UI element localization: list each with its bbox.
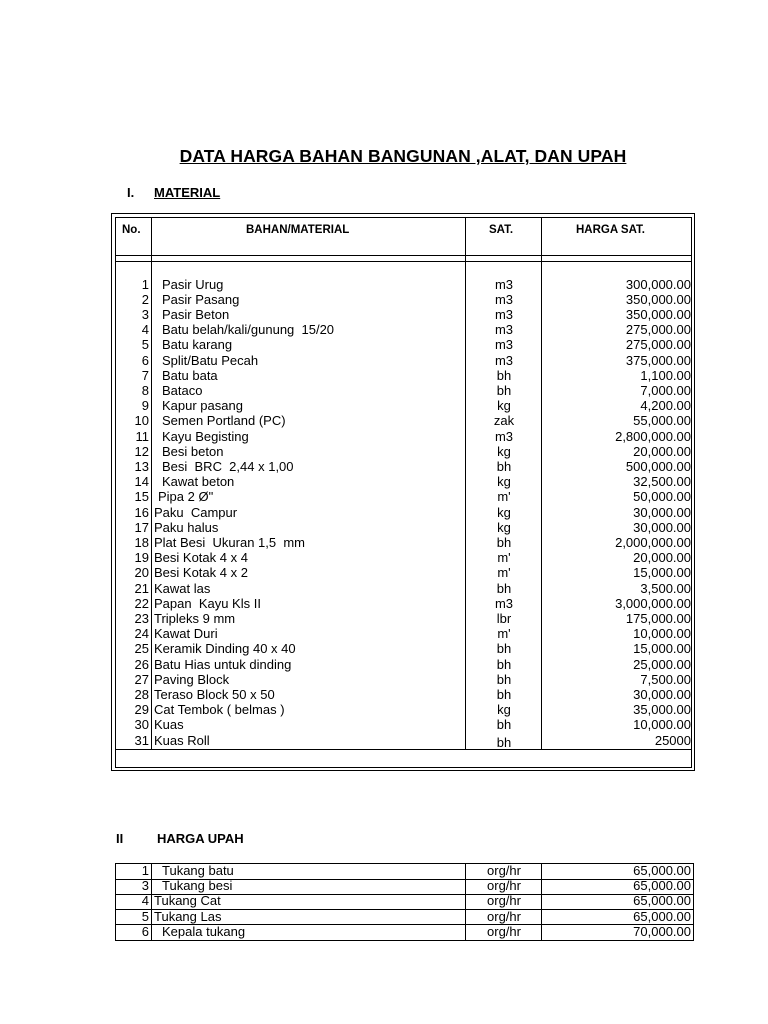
row-number: 26 [134, 656, 149, 672]
row-number: 22 [134, 595, 149, 611]
row-unit: m3 [494, 322, 514, 338]
row-number: 5 [141, 908, 149, 924]
row-price: 350,000.00 [625, 306, 691, 322]
table-row [0, 733, 768, 748]
table-row [0, 520, 768, 535]
row-price: 20,000.00 [633, 550, 691, 566]
row-unit: org/hr [487, 863, 521, 878]
row-material-name: Papan Kayu Kls II [154, 595, 261, 611]
row-wage-name: Tukang besi [162, 878, 233, 894]
table-row [0, 581, 768, 596]
row-price: 32,500.00 [633, 474, 691, 490]
table-row [0, 717, 768, 732]
row-number: 24 [134, 626, 149, 642]
table-row [0, 641, 768, 656]
row-number: 27 [134, 671, 149, 687]
row-number: 6 [141, 352, 149, 368]
table-row [0, 383, 768, 398]
row-unit: bh [496, 734, 512, 750]
table-row [0, 337, 768, 352]
row-material-name: Paving Block [154, 671, 230, 687]
header-sat: SAT. [489, 224, 514, 236]
table-row [0, 864, 768, 879]
table-row [0, 596, 768, 611]
row-material-name: Kawat beton [162, 474, 235, 490]
row-material-name: Tripleks 9 mm [154, 610, 236, 626]
row-material-name: Kapur pasang [162, 398, 243, 414]
document-title: DATA HARGA BAHAN BANGUNAN ,ALAT, DAN UPAH [179, 146, 627, 166]
row-number: 20 [134, 565, 149, 581]
row-unit: bh [496, 534, 512, 550]
material-table-header-divider-top [115, 255, 692, 256]
row-price: 500,000.00 [625, 458, 691, 474]
row-price: 20,000.00 [633, 443, 691, 459]
row-material-name: Pasir Urug [162, 276, 224, 292]
row-price: 10,000.00 [633, 717, 691, 733]
row-price: 30,000.00 [633, 686, 691, 702]
row-unit: org/hr [487, 893, 521, 909]
row-material-name: Batu belah/kali/gunung 15/20 [162, 322, 335, 338]
row-price: 55,000.00 [633, 413, 691, 429]
row-unit: kg [497, 474, 511, 490]
row-number: 3 [141, 306, 149, 322]
row-unit: m3 [494, 291, 514, 307]
row-wage-name: Tukang batu [162, 863, 234, 878]
row-price: 7,000.00 [640, 382, 691, 398]
row-unit: m3 [494, 306, 514, 322]
row-material-name: Kuas [154, 717, 184, 733]
table-row [0, 672, 768, 687]
row-price: 35,000.00 [633, 702, 691, 718]
row-price: 3,000,000.00 [615, 595, 691, 611]
row-price: 70,000.00 [633, 923, 691, 939]
table-row [0, 353, 768, 368]
row-number: 15 [134, 489, 149, 505]
table-row [0, 611, 768, 626]
row-unit: m3 [494, 428, 514, 444]
row-unit: org/hr [487, 908, 521, 924]
row-unit: m3 [494, 595, 514, 611]
row-unit: bh [496, 580, 512, 596]
row-unit: m' [497, 565, 511, 581]
row-price: 1,100.00 [640, 367, 691, 383]
header-harga: HARGA SAT. [576, 224, 645, 236]
row-material-name: Teraso Block 50 x 50 [154, 686, 275, 702]
row-price: 15,000.00 [633, 565, 691, 581]
row-price: 7,500.00 [640, 671, 691, 687]
row-material-name: Paku Campur [154, 504, 238, 520]
row-material-name: Bataco [162, 382, 203, 398]
header-material: BAHAN/MATERIAL [246, 224, 350, 236]
row-material-name: Besi BRC 2,44 x 1,00 [162, 458, 294, 474]
row-unit: m3 [494, 337, 514, 353]
table-row [0, 413, 768, 428]
row-number: 1 [141, 276, 149, 292]
row-number: 30 [134, 717, 149, 733]
row-price: 275,000.00 [625, 322, 691, 338]
table-row [0, 565, 768, 580]
section-upah-number: II [116, 831, 124, 846]
row-price: 300,000.00 [625, 276, 691, 292]
table-row [0, 657, 768, 672]
row-material-name: Kayu Begisting [162, 428, 249, 444]
row-number: 18 [134, 534, 149, 550]
row-number: 14 [134, 474, 149, 490]
row-material-name: Semen Portland (PC) [162, 413, 286, 429]
table-row [0, 489, 768, 504]
section-upah-title: HARGA UPAH [157, 831, 244, 846]
row-price: 350,000.00 [625, 291, 691, 307]
row-unit: m3 [494, 276, 514, 292]
table-row [0, 910, 768, 925]
row-unit: bh [496, 367, 512, 383]
row-number: 4 [141, 893, 149, 909]
row-unit: zak [493, 413, 515, 429]
row-material-name: Kawat Duri [154, 626, 218, 642]
table-row [0, 535, 768, 550]
row-unit: lbr [496, 610, 512, 626]
row-material-name: Keramik Dinding 40 x 40 [154, 641, 296, 657]
row-price: 175,000.00 [625, 610, 691, 626]
table-row [0, 687, 768, 702]
row-price: 65,000.00 [633, 893, 691, 909]
row-number: 5 [141, 337, 149, 353]
row-number: 3 [141, 878, 149, 894]
row-unit: bh [496, 671, 512, 687]
row-wage-name: Kepala tukang [162, 923, 246, 939]
row-unit: kg [497, 702, 511, 718]
row-price: 30,000.00 [633, 504, 691, 520]
table-row [0, 292, 768, 307]
row-price: 3,500.00 [640, 580, 691, 596]
table-row [0, 505, 768, 520]
row-number: 16 [134, 504, 149, 520]
row-material-name: Kuas Roll [154, 732, 210, 748]
row-number: 25 [134, 641, 149, 657]
row-unit: bh [496, 656, 512, 672]
row-material-name: Kawat las [154, 580, 211, 596]
row-material-name: Pasir Beton [162, 306, 230, 322]
table-row [0, 626, 768, 641]
row-unit: org/hr [487, 878, 521, 894]
row-number: 9 [141, 398, 149, 414]
row-material-name: Cat Tembok ( belmas ) [154, 702, 285, 718]
row-price: 10,000.00 [633, 626, 691, 642]
row-number: 10 [134, 413, 149, 429]
table-row [0, 550, 768, 565]
row-unit: bh [496, 458, 512, 474]
row-price: 65,000.00 [633, 878, 691, 894]
table-row [0, 702, 768, 717]
row-price: 25000 [654, 732, 691, 748]
table-row [0, 459, 768, 474]
row-number: 28 [134, 686, 149, 702]
row-unit: m' [497, 550, 511, 566]
row-material-name: Split/Batu Pecah [162, 352, 259, 368]
table-row [0, 444, 768, 459]
row-number: 21 [134, 580, 149, 596]
row-number: 4 [141, 322, 149, 338]
row-number: 13 [134, 458, 149, 474]
row-material-name: Besi beton [162, 443, 224, 459]
table-row [0, 368, 768, 383]
table-row [0, 474, 768, 489]
row-wage-name: Tukang Cat [154, 893, 221, 909]
row-number: 11 [135, 428, 149, 444]
table-row [0, 894, 768, 909]
row-price: 375,000.00 [625, 352, 691, 368]
table-row [0, 322, 768, 337]
row-material-name: Plat Besi Ukuran 1,5 mm [154, 534, 305, 550]
row-price: 2,800,000.00 [615, 428, 691, 444]
row-number: 17 [134, 519, 149, 535]
row-price: 50,000.00 [633, 489, 691, 505]
row-material-name: Besi Kotak 4 x 4 [154, 550, 248, 566]
row-price: 15,000.00 [633, 641, 691, 657]
row-material-name: Paku halus [154, 519, 219, 535]
row-number: 8 [141, 382, 149, 398]
row-price: 25,000.00 [633, 656, 691, 672]
row-number: 12 [134, 443, 149, 459]
row-unit: bh [496, 382, 512, 398]
table-row [0, 879, 768, 894]
row-unit: bh [496, 717, 512, 733]
row-number: 29 [134, 702, 149, 718]
row-price: 65,000.00 [633, 863, 691, 878]
row-unit: bh [496, 686, 512, 702]
row-price: 65,000.00 [633, 908, 691, 924]
row-number: 31 [134, 732, 149, 748]
table-row [0, 925, 768, 940]
row-unit: kg [497, 398, 511, 414]
row-unit: m' [497, 489, 511, 505]
row-unit: kg [497, 504, 511, 520]
row-unit: m3 [494, 352, 514, 368]
row-price: 2,000,000.00 [615, 534, 691, 550]
row-unit: kg [497, 443, 511, 459]
row-unit: bh [496, 641, 512, 657]
table-row [0, 429, 768, 444]
table-row [0, 307, 768, 322]
section-material-title: MATERIAL [154, 185, 221, 200]
row-price: 275,000.00 [625, 337, 691, 353]
row-price: 30,000.00 [633, 519, 691, 535]
row-material-name: Pasir Pasang [162, 291, 240, 307]
row-number: 19 [134, 550, 149, 566]
material-table-footer-divider [115, 749, 692, 750]
row-material-name: Batu karang [162, 337, 233, 353]
header-no: No. [122, 224, 141, 236]
row-number: 6 [141, 923, 149, 939]
row-unit: m' [497, 626, 511, 642]
table-row [0, 277, 768, 292]
row-number: 2 [141, 291, 149, 307]
material-table-header-divider-bottom [115, 261, 692, 262]
row-unit: kg [497, 519, 511, 535]
row-number: 1 [141, 863, 149, 878]
row-material-name: Besi Kotak 4 x 2 [154, 565, 248, 581]
row-price: 4,200.00 [640, 398, 691, 414]
row-material-name: Pipa 2 Ø" [158, 489, 214, 505]
section-material-number: I. [127, 185, 135, 200]
table-row [0, 398, 768, 413]
row-wage-name: Tukang Las [154, 908, 222, 924]
row-material-name: Batu Hias untuk dinding [154, 656, 292, 672]
row-unit: org/hr [487, 923, 521, 939]
row-material-name: Batu bata [162, 367, 218, 383]
row-number: 23 [134, 610, 149, 626]
row-number: 7 [141, 367, 149, 383]
